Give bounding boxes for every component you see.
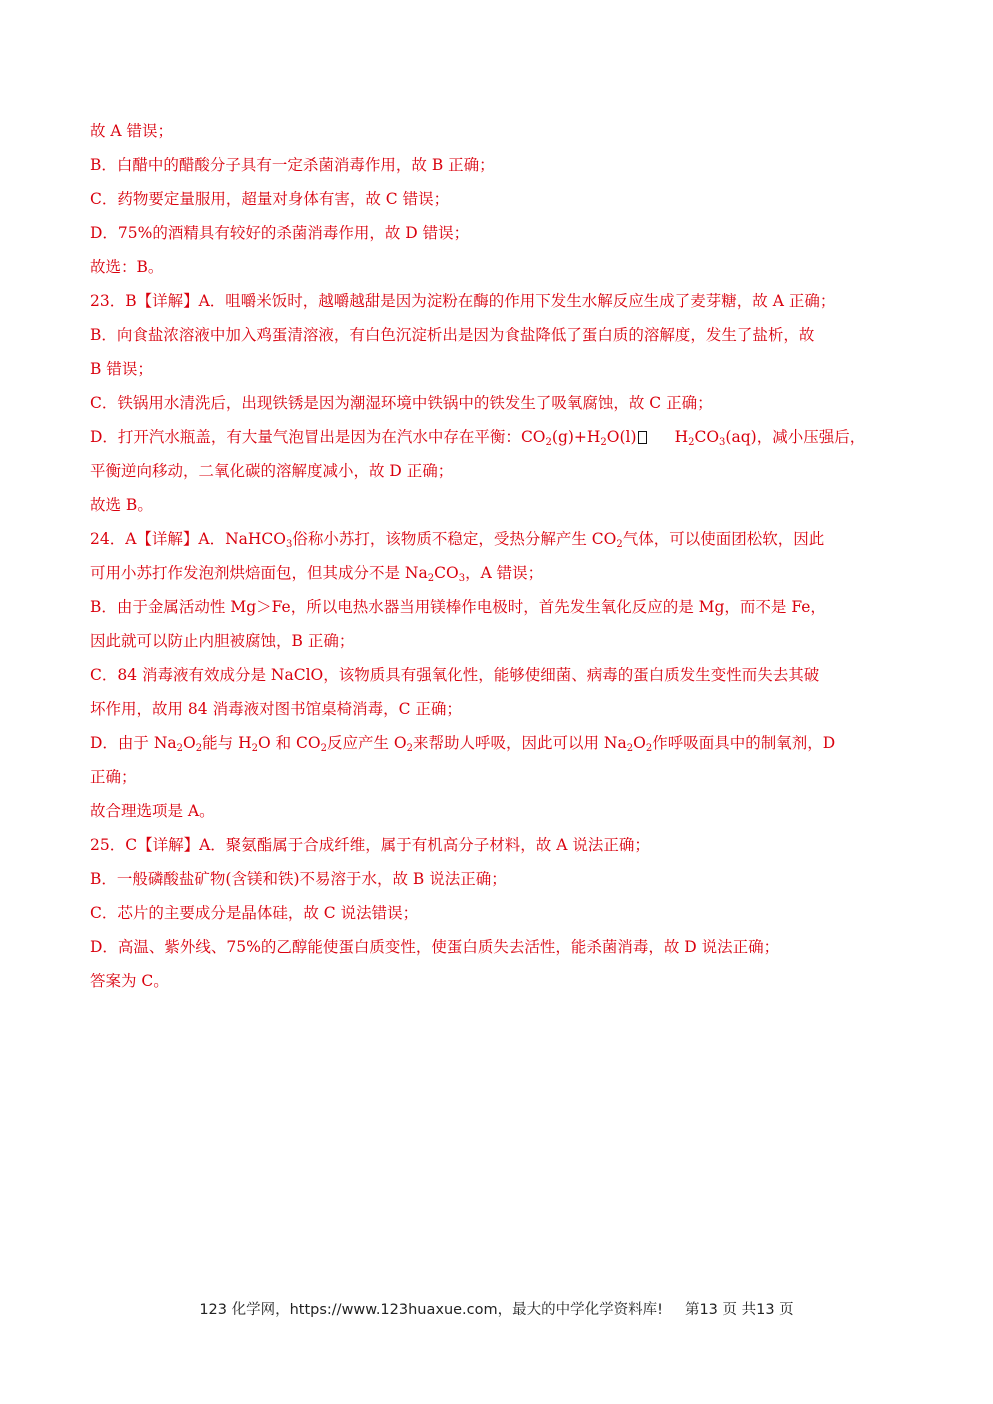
- text-line: B．一般磷酸盐矿物(含镁和铁)不易溶于水，故 B 说法正确；: [90, 870, 507, 888]
- text-line: B．向食盐浓溶液中加入鸡蛋清溶液，有白色沉淀析出是因为食盐降低了蛋白质的溶解度，发生了盐析，故: [90, 326, 815, 344]
- question-25-heading: 25．C【详解】A．聚氨酯属于合成纤维，属于有机高分子材料，故 A 说法正确；: [90, 836, 650, 854]
- text-line: D．75%的酒精具有较好的杀菌消毒作用，故 D 错误；: [90, 224, 470, 242]
- answer-explanations: [90, 114, 920, 998]
- text-line: D．由于 $Na_2O_2$能与 $H_2O$ 和 $CO_2$反应产生 $O_2$来帮助人呼吸，因此可以用 $Na_2O_2$作呼吸面具中的制氧剂，D: [90, 734, 836, 754]
- text-line: 可用小苏打作发泡剂烘焙面包，但其成分不是 $Na_2CO_3$，A 错误；: [90, 564, 544, 584]
- text-line: 坏作用，故用 84 消毒液对图书馆桌椅消毒，C 正确；: [90, 700, 462, 718]
- text-line: 正确；: [90, 768, 137, 786]
- equilibrium-line: D．打开汽水瓶盖，有大量气泡冒出是因为在汽水中存在平衡：$CO_2(g)+H_2O(l)$ $H_2CO_3(aq)$，减小压强后，: [90, 428, 866, 448]
- question-23-heading: 23．B【详解】A．咀嚼米饭时，越嚼越甜是因为淀粉在酶的作用下发生水解反应生成了麦芽糖，故 A 正确；: [90, 292, 836, 310]
- text-line: B．由于金属活动性 Mg＞Fe，所以电热水器当用镁棒作电极时，首先发生氧化反应的是 Mg，而不是 Fe，: [90, 598, 826, 616]
- text-line: B 错误；: [90, 360, 153, 378]
- text-line: 故合理选项是 A。: [90, 802, 215, 820]
- text-line: B．白醋中的醋酸分子具有一定杀菌消毒作用，故 B 正确；: [90, 156, 495, 174]
- text-line: 答案为 C。: [90, 972, 169, 990]
- text-line: C．芯片的主要成分是晶体硅，故 C 说法错误；: [90, 904, 419, 922]
- text-line: 故选 B。: [90, 496, 153, 514]
- equilibrium-arrow-icon: [638, 431, 647, 444]
- text-line: C．铁锅用水清洗后，出现铁锈是因为潮湿环境中铁锅中的铁发生了吸氧腐蚀，故 C 正确；: [90, 394, 713, 412]
- text-line: 故 A 错误；: [90, 122, 174, 140]
- text-line: C．药物要定量服用，超量对身体有害，故 C 错误；: [90, 190, 450, 208]
- text-line: 平衡逆向移动，二氧化碳的溶解度减小，故 D 正确；: [90, 462, 454, 480]
- footer-site-text: 123 化学网，https://www.123huaxue.com，最大的中学化学资料库!: [199, 1302, 663, 1318]
- text-line: C．84 消毒液有效成分是 NaClO，该物质具有强氧化性，能够使细菌、病毒的蛋白质发生变性而失去其破: [90, 666, 820, 684]
- page-number: 第13 页 共13 页: [684, 1302, 794, 1318]
- text-line: 因此就可以防止内胆被腐蚀，B 正确；: [90, 632, 355, 650]
- question-24-heading: 24．A【详解】A．NaHCO$_3$俗称小苏打，该物质不稳定，受热分解产生 $CO_2$气体，可以使面团松软，因此: [90, 530, 825, 550]
- text-line: D．高温、紫外线、75%的乙醇能使蛋白质变性，使蛋白质失去活性，能杀菌消毒，故 D 说法正确；: [90, 938, 780, 956]
- page-footer: [0, 1298, 993, 1319]
- text-line: 故选：B。: [90, 258, 164, 276]
